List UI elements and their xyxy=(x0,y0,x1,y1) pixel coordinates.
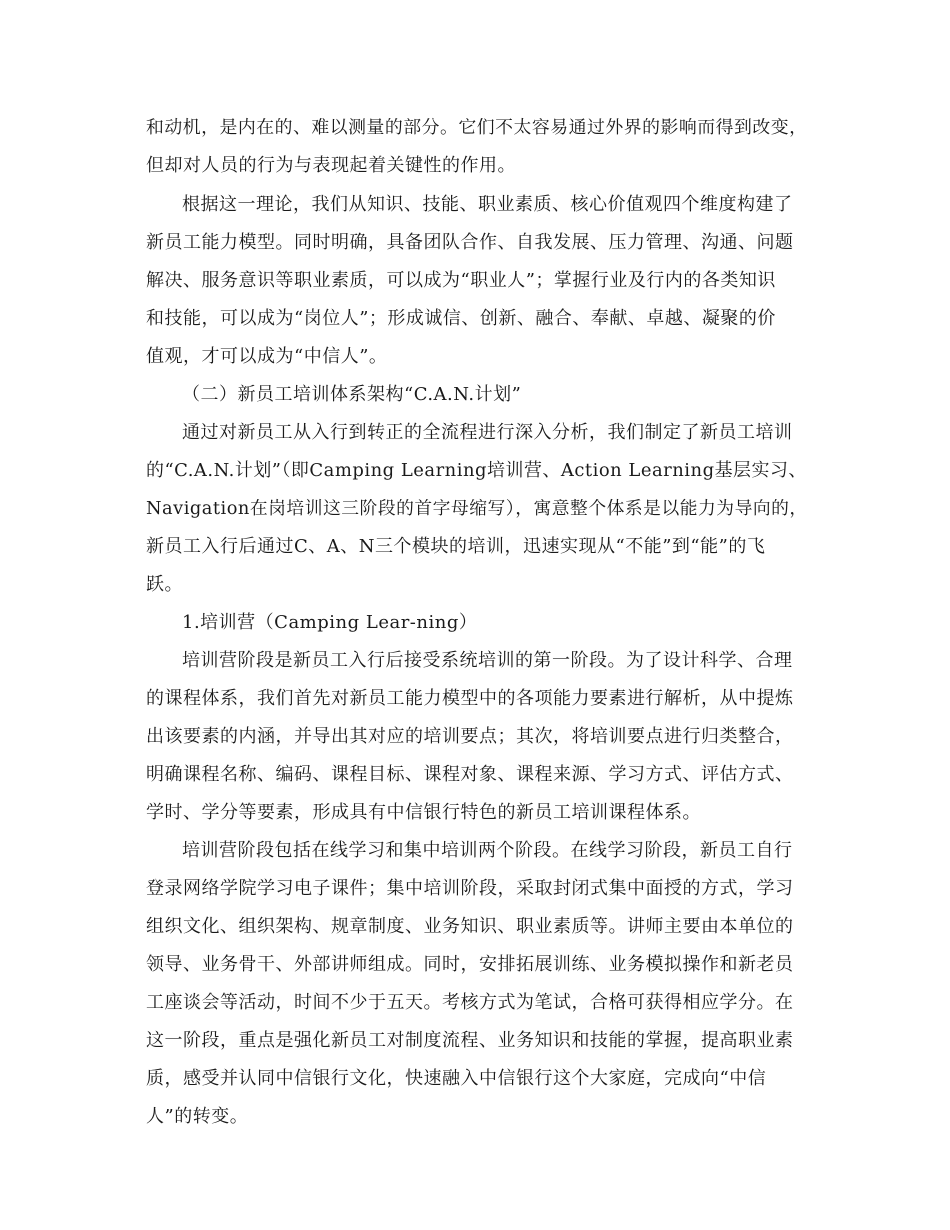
paragraph-line: 和动机，是内在的、难以测量的部分。它们不太容易通过外界的影响而得到改变， xyxy=(146,117,808,138)
paragraph-line: 组织文化、组织架构、规章制度、业务知识、职业素质等。讲师主要由本单位的 xyxy=(146,916,794,937)
paragraph-line: 根据这一理论，我们从知识、技能、职业素质、核心价值观四个维度构建了 xyxy=(182,194,793,215)
paragraph-line: 培训营阶段是新员工入行后接受系统培训的第一阶段。为了设计科学、合理 xyxy=(182,650,793,671)
paragraph-line: 跃。 xyxy=(146,574,183,595)
paragraph-line: 值观，才可以成为“中信人”。 xyxy=(146,346,388,367)
paragraph-line: 新员工能力模型。同时明确，具备团队合作、自我发展、压力管理、沟通、问题 xyxy=(146,232,794,253)
section-heading: （二）新员工培训体系架构“C.A.N.计划” xyxy=(182,384,522,405)
paragraph-line: 出该要素的内涵，并导出其对应的培训要点；其次，将培训要点进行归类整合， xyxy=(146,726,794,747)
paragraph-line: 解决、服务意识等职业素质，可以成为“职业人”；掌握行业及行内的各类知识 xyxy=(146,270,776,291)
paragraph-line: 工座谈会等活动，时间不少于五天。考核方式为笔试，合格可获得相应学分。在 xyxy=(146,992,794,1013)
paragraph-line: 明确课程名称、编码、课程目标、课程对象、课程来源、学习方式、评估方式、 xyxy=(146,764,794,785)
paragraph-line: 新员工入行后通过C、A、N三个模块的培训，迅速实现从“不能”到“能”的飞 xyxy=(146,536,766,557)
subsection-heading: 1.培训营（Camping Lear-ning） xyxy=(182,612,478,633)
paragraph-line: Navigation在岗培训这三阶段的首字母缩写），寓意整个体系是以能力为导向的， xyxy=(146,498,808,519)
paragraph-line: 和技能，可以成为“岗位人”；形成诚信、创新、融合、奉献、卓越、凝聚的价 xyxy=(146,308,776,329)
paragraph-line: 但却对人员的行为与表现起着关键性的作用。 xyxy=(146,155,516,176)
paragraph-line: 的课程体系，我们首先对新员工能力模型中的各项能力要素进行解析，从中提炼 xyxy=(146,688,794,709)
paragraph-line: 通过对新员工从入行到转正的全流程进行深入分析，我们制定了新员工培训 xyxy=(182,422,793,443)
paragraph-line: 登录网络学院学习电子课件；集中培训阶段，采取封闭式集中面授的方式，学习 xyxy=(146,878,794,899)
paragraph-line: 这一阶段，重点是强化新员工对制度流程、业务知识和技能的掌握，提高职业素 xyxy=(146,1030,794,1051)
paragraph-line: 培训营阶段包括在线学习和集中培训两个阶段。在线学习阶段，新员工自行 xyxy=(182,840,793,861)
paragraph-line: 的“C.A.N.计划”（即Camping Learning培训营、Action Learning基层实习、 xyxy=(146,460,807,481)
paragraph-line: 质，感受并认同中信银行文化，快速融入中信银行这个大家庭，完成向“中信 xyxy=(146,1068,767,1089)
paragraph-line: 学时、学分等要素，形成具有中信银行特色的新员工培训课程体系。 xyxy=(146,802,701,823)
paragraph-line: 人”的转变。 xyxy=(146,1106,249,1127)
paragraph-line: 领导、业务骨干、外部讲师组成。同时，安排拓展训练、业务模拟操作和新老员 xyxy=(146,954,794,975)
